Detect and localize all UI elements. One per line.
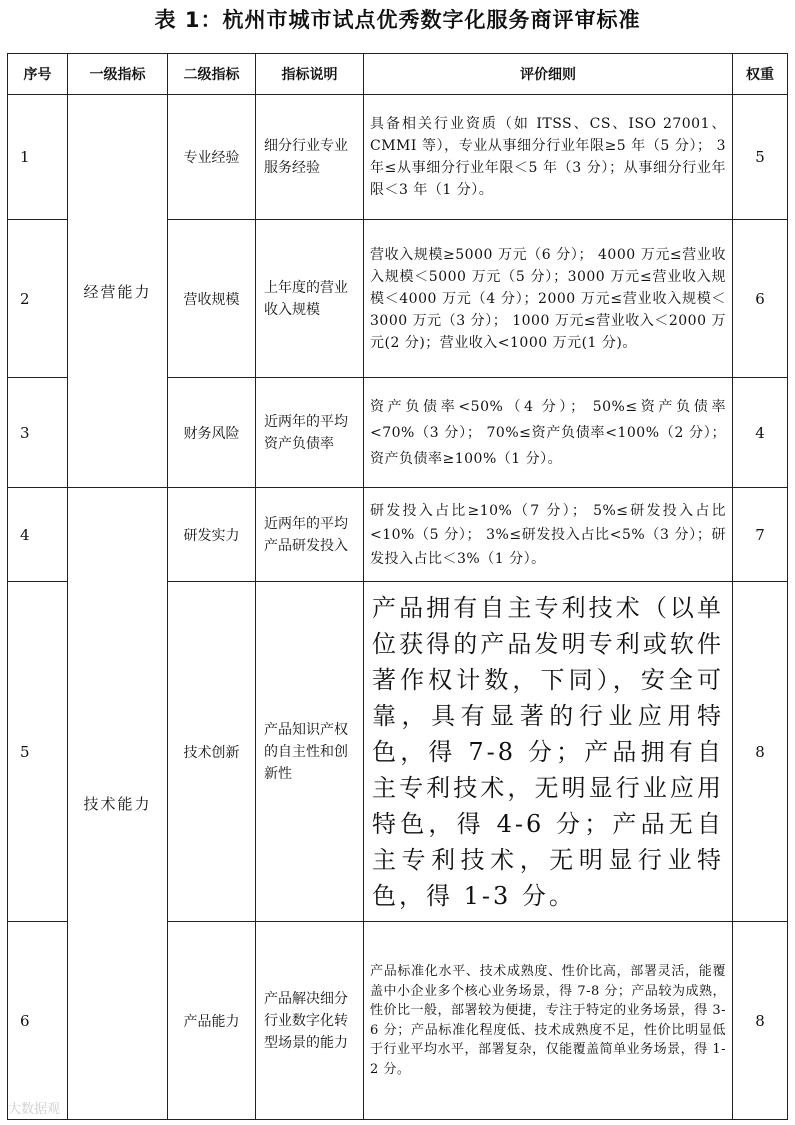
row-weight: 6 — [733, 220, 788, 378]
row-no: 6 — [8, 922, 68, 1120]
row-desc: 产品解决细分行业数字化转型场景的能力 — [256, 922, 364, 1120]
level1-tech: 技术能力 — [68, 488, 168, 1120]
row-detail: 资产负债率<50%（4 分）； 50%≤资产负债率<70%（3 分）； 70%≤资产负债率<100%（2 分）；资产负债率≥100%（1 分）。 — [364, 378, 733, 488]
row-weight: 5 — [733, 95, 788, 220]
row-no: 4 — [8, 488, 68, 582]
row-weight: 7 — [733, 488, 788, 582]
row-level2: 研发实力 — [168, 488, 256, 582]
row-desc: 近两年的平均产品研发投入 — [256, 488, 364, 582]
header-no: 序号 — [8, 54, 68, 95]
row-no: 1 — [8, 95, 68, 220]
row-weight: 8 — [733, 922, 788, 1120]
row-weight: 8 — [733, 582, 788, 922]
header-level2: 二级指标 — [168, 54, 256, 95]
row-desc: 产品知识产权的自主性和创新性 — [256, 582, 364, 922]
row-desc: 细分行业专业服务经验 — [256, 95, 364, 220]
watermark-logo: 大数据观 — [8, 1102, 61, 1117]
table-row — [8, 488, 788, 582]
page-title: 表 1：杭州市城市试点优秀数字化服务商评审标准 — [154, 8, 641, 32]
row-level2: 专业经验 — [168, 95, 256, 220]
row-detail: 产品标准化水平、技术成熟度、性价比高，部署灵活，能覆盖中小企业多个核心业务场景，得 7-8 分；产品较为成熟，性价比一般，部署较为便捷，专注于特定的业务场景，得 3-6 分；产品标准化程度低、技术成熟度不足，性价比明显低于行业平均水平，部署复杂，仅能覆盖简单业务场景，得 1-2 分。 — [364, 922, 733, 1120]
row-weight: 4 — [733, 378, 788, 488]
row-level2: 技术创新 — [168, 582, 256, 922]
level1-business: 经营能力 — [68, 95, 168, 488]
row-detail: 产品拥有自主专利技术（以单位获得的产品发明专利或软件著作权计数，下同），安全可靠，具有显著的行业应用特色，得 7-8 分；产品拥有自主专利技术，无明显行业应用特色，得 4-6 分；产品无自主专利技术，无明显行业特色，得 1-3 分。 — [364, 582, 733, 922]
row-detail: 研发投入占比≥10%（7 分）； 5%≤研发投入占比<10%（5 分）； 3%≤研发投入占比<5%（3 分）；研发投入占比＜3%（1 分）。 — [364, 488, 733, 582]
header-desc: 指标说明 — [256, 54, 364, 95]
table-row — [8, 95, 788, 220]
row-level2: 营收规模 — [168, 220, 256, 378]
row-level2: 产品能力 — [168, 922, 256, 1120]
header-detail: 评价细则 — [364, 54, 733, 95]
row-no: 3 — [8, 378, 68, 488]
row-no: 2 — [8, 220, 68, 378]
criteria-table — [7, 53, 788, 1120]
row-detail: 具备相关行业资质（如 ITSS、CS、ISO 27001、CMMI 等），专业从事细分行业年限≥5 年（5 分）； 3 年≤从事细分行业年限＜5 年（3 分）；从事细分行业年限＜3 年（1 分）。 — [364, 95, 733, 220]
row-desc: 近两年的平均资产负债率 — [256, 378, 364, 488]
header-level1: 一级指标 — [68, 54, 168, 95]
header-weight: 权重 — [733, 54, 788, 95]
row-desc: 上年度的营业收入规模 — [256, 220, 364, 378]
table-header-row — [8, 54, 788, 95]
row-level2: 财务风险 — [168, 378, 256, 488]
row-detail: 营收入规模≥5000 万元（6 分）； 4000 万元≤营业收入规模＜5000 万元（5 分）；3000 万元≤营业收入规模＜4000 万元（4 分）；2000 万元≤营业收入规模＜3000 万元（3 分）； 1000 万元≤营业收入＜2000 万元(2 分)；营业收入<1000 万元(1 分)。 — [364, 220, 733, 378]
row-no: 5 — [8, 582, 68, 922]
